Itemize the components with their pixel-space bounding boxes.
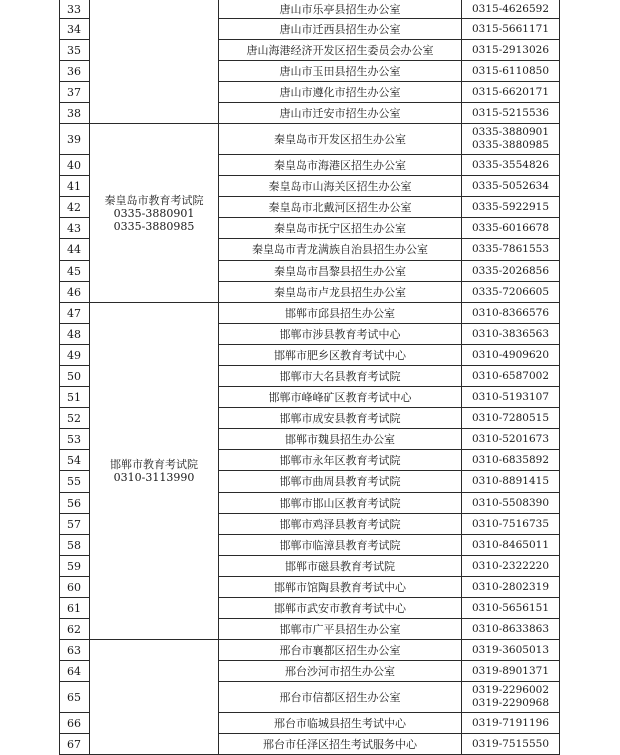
office-name: 邢台市任泽区招生考试服务中心 <box>219 734 462 755</box>
office-phone <box>462 734 560 755</box>
office-phone <box>462 429 560 450</box>
phone-line: 0310-4909620 <box>471 348 550 361</box>
group-name: 邯郸市教育考试院 <box>110 458 198 471</box>
phone-line: 0335-5052634 <box>471 179 550 192</box>
office-name: 唐山市玉田县招生办公室 <box>219 61 462 82</box>
group-authority <box>90 640 219 755</box>
office-name: 邯郸市大名县教育考试院 <box>219 366 462 387</box>
phone-line: 0319-7515550 <box>471 737 550 750</box>
row-number: 47 <box>59 303 90 324</box>
phone-line: 0335-3880901 <box>471 126 550 138</box>
office-phone <box>462 218 560 239</box>
phone-line: 0335-2026856 <box>471 264 550 277</box>
office-phone <box>462 19 560 40</box>
phone-line: 0335-5922915 <box>471 200 550 213</box>
office-phone <box>462 450 560 471</box>
phone-line: 0310-8366576 <box>471 306 550 319</box>
office-name: 邯郸市邯山区教育考试院 <box>219 493 462 514</box>
row-number: 48 <box>59 324 90 345</box>
office-name: 邯郸市成安县教育考试院 <box>219 408 462 429</box>
row-number: 51 <box>59 387 90 408</box>
office-phone <box>462 40 560 61</box>
row-number: 38 <box>59 103 90 124</box>
row-number: 37 <box>59 82 90 103</box>
row-number: 42 <box>59 197 90 218</box>
group-authority <box>90 0 219 124</box>
office-phone <box>462 408 560 429</box>
office-phone <box>462 493 560 514</box>
office-name: 邯郸市武安市教育考试中心 <box>219 598 462 619</box>
row-number: 43 <box>59 218 90 239</box>
office-phone <box>462 103 560 124</box>
office-phone <box>462 282 560 303</box>
phone-line: 0319-3605013 <box>471 643 550 656</box>
row-number: 49 <box>59 345 90 366</box>
row-number: 58 <box>59 535 90 556</box>
office-phone <box>462 82 560 103</box>
office-name: 唐山市迁安市招生办公室 <box>219 103 462 124</box>
phone-line: 0315-4626592 <box>471 2 550 15</box>
office-name: 邯郸市广平县招生办公室 <box>219 619 462 640</box>
office-name: 唐山海港经济开发区招生委员会办公室 <box>219 40 462 61</box>
phone-line: 0335-7206605 <box>471 285 550 298</box>
phone-line: 0310-7280515 <box>471 411 550 424</box>
phone-line: 0319-2290968 <box>471 697 550 709</box>
phone-line: 0310-8891415 <box>471 475 550 487</box>
group-phone: 0335-3880901 <box>113 206 195 220</box>
office-name: 秦皇岛市青龙满族自治县招生办公室 <box>219 239 462 261</box>
office-name: 邯郸市峰峰矿区教育考试中心 <box>219 387 462 408</box>
office-name: 邯郸市肥乡区教育考试中心 <box>219 345 462 366</box>
phone-line: 0315-2913026 <box>471 43 550 56</box>
row-number: 66 <box>59 713 90 734</box>
group-phone: 0310-3113990 <box>113 471 195 484</box>
office-name: 秦皇岛市卢龙县招生办公室 <box>219 282 462 303</box>
row-number: 56 <box>59 493 90 514</box>
office-name: 邢台沙河市招生办公室 <box>219 661 462 682</box>
office-name: 秦皇岛市山海关区招生办公室 <box>219 176 462 197</box>
row-number: 36 <box>59 61 90 82</box>
office-name: 秦皇岛市开发区招生办公室 <box>219 124 462 155</box>
office-name: 邯郸市邱县招生办公室 <box>219 303 462 324</box>
row-number: 62 <box>59 619 90 640</box>
phone-line: 0310-6587002 <box>471 369 550 382</box>
office-phone <box>462 535 560 556</box>
row-number: 35 <box>59 40 90 61</box>
group-name: 秦皇岛市教育考试院 <box>104 193 204 207</box>
office-phone <box>462 514 560 535</box>
row-number: 33 <box>59 0 90 19</box>
row-number: 57 <box>59 514 90 535</box>
row-number: 60 <box>59 577 90 598</box>
office-phone <box>462 640 560 661</box>
phone-line: 0310-5508390 <box>471 496 550 509</box>
row-number: 44 <box>59 239 90 261</box>
group-authority <box>90 303 219 640</box>
office-name: 邯郸市魏县招生办公室 <box>219 429 462 450</box>
phone-line: 0335-7861553 <box>471 243 550 255</box>
row-number: 59 <box>59 556 90 577</box>
row-number: 65 <box>59 682 90 713</box>
row-number: 52 <box>59 408 90 429</box>
office-phone <box>462 345 560 366</box>
group-phone: 0335-3880985 <box>113 219 195 233</box>
office-phone <box>462 261 560 282</box>
phone-line: 0310-5201673 <box>471 432 550 445</box>
office-phone <box>462 176 560 197</box>
office-phone <box>462 61 560 82</box>
office-name: 邯郸市临漳县教育考试院 <box>219 535 462 556</box>
office-phone <box>462 124 560 155</box>
office-name: 唐山市迁西县招生办公室 <box>219 19 462 40</box>
row-number: 50 <box>59 366 90 387</box>
row-number: 55 <box>59 471 90 493</box>
office-name: 邯郸市馆陶县教育考试中心 <box>219 577 462 598</box>
office-phone <box>462 471 560 493</box>
phone-line: 0310-2802319 <box>471 580 550 593</box>
office-name: 秦皇岛市昌黎县招生办公室 <box>219 261 462 282</box>
phone-line: 0335-6016678 <box>471 221 550 234</box>
office-name: 邯郸市鸡泽县教育考试院 <box>219 514 462 535</box>
office-phone <box>462 577 560 598</box>
row-number: 45 <box>59 261 90 282</box>
row-number: 64 <box>59 661 90 682</box>
office-phone <box>462 713 560 734</box>
office-phone <box>462 682 560 713</box>
office-phone <box>462 197 560 218</box>
office-name: 邢台市襄都区招生办公室 <box>219 640 462 661</box>
office-phone <box>462 303 560 324</box>
office-phone <box>462 239 560 261</box>
row-number: 41 <box>59 176 90 197</box>
office-name: 秦皇岛市海港区招生办公室 <box>219 155 462 176</box>
row-number: 40 <box>59 155 90 176</box>
group-authority <box>90 124 219 303</box>
row-number: 54 <box>59 450 90 471</box>
phone-line: 0310-8465011 <box>471 538 550 551</box>
row-number: 46 <box>59 282 90 303</box>
phone-line: 0310-2322220 <box>471 559 550 572</box>
row-number: 67 <box>59 734 90 755</box>
row-number: 34 <box>59 19 90 40</box>
phone-line: 0319-2296002 <box>471 684 550 696</box>
row-number: 63 <box>59 640 90 661</box>
office-phone <box>462 556 560 577</box>
phone-line: 0310-3836563 <box>471 327 550 340</box>
office-name: 唐山市乐亭县招生办公室 <box>219 0 462 19</box>
office-phone <box>462 619 560 640</box>
office-name: 唐山市遵化市招生办公室 <box>219 82 462 103</box>
phone-line: 0315-6620171 <box>471 85 550 98</box>
phone-line: 0335-3554826 <box>471 158 550 171</box>
phone-line: 0310-6835892 <box>471 453 550 466</box>
phone-line: 0319-8901371 <box>471 664 550 677</box>
office-name: 邯郸市永年区教育考试院 <box>219 450 462 471</box>
office-name: 邯郸市磁县教育考试院 <box>219 556 462 577</box>
phone-line: 0319-7191196 <box>471 716 550 729</box>
phone-line: 0310-7516735 <box>471 517 550 530</box>
phone-line: 0315-5661171 <box>471 22 550 35</box>
phone-line: 0310-5656151 <box>471 601 550 614</box>
office-name: 秦皇岛市抚宁区招生办公室 <box>219 218 462 239</box>
office-phone <box>462 598 560 619</box>
office-name: 邢台市临城县招生考试中心 <box>219 713 462 734</box>
row-number: 39 <box>59 124 90 155</box>
office-name: 邯郸市曲周县教育考试院 <box>219 471 462 493</box>
office-name: 秦皇岛市北戴河区招生办公室 <box>219 197 462 218</box>
office-phone <box>462 0 560 19</box>
office-name: 邢台市信都区招生办公室 <box>219 682 462 713</box>
phone-line: 0315-6110850 <box>471 64 550 77</box>
row-number: 61 <box>59 598 90 619</box>
phone-line: 0315-5215536 <box>471 106 550 119</box>
office-phone <box>462 324 560 345</box>
phone-line: 0310-5193107 <box>471 390 550 403</box>
office-phone <box>462 155 560 176</box>
row-number: 53 <box>59 429 90 450</box>
phone-line: 0335-3880985 <box>471 139 550 151</box>
office-name: 邯郸市涉县教育考试中心 <box>219 324 462 345</box>
office-phone <box>462 366 560 387</box>
phone-line: 0310-8633863 <box>471 622 550 635</box>
office-phone <box>462 661 560 682</box>
office-phone <box>462 387 560 408</box>
